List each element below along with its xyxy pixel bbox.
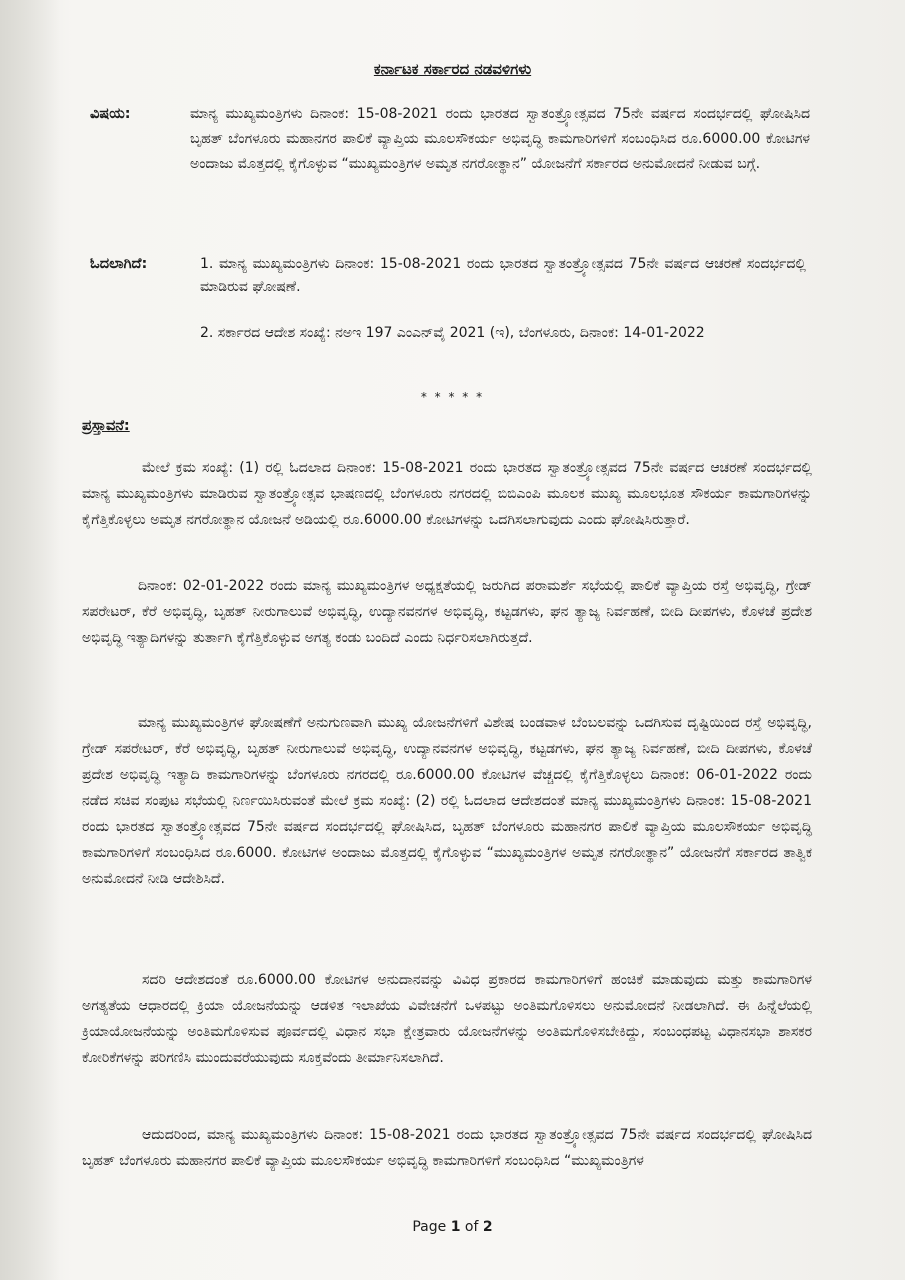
subject-label: ವಿಷಯ:: [90, 106, 131, 122]
paragraph-4: ಸದರಿ ಆದೇಶದಂತೆ ರೂ.6000.00 ಕೋಟಿಗಳ ಅನುದಾನವನ್ನು ವಿವಿಧ ಪ್ರಕಾರದ ಕಾಮಗಾರಿಗಳಿಗೆ ಹಂಚಿಕೆ ಮಾಡುವುದು ಮತ್ತು ಕಾಮಗಾರಿಗಳ ಅಗತ್ಯತೆಯ ಆಧಾರದಲ್ಲಿ ಕ್ರಿಯಾ ಯೋಜನೆಯನ್ನು ಆಡಳಿತ ಇಲಾಖೆಯ ವಿವೇಚನೆಗೆ ಒಳಪಟ್ಟು ಅಂತಿಮಗೊಳಿಸಲು ಅನುಮೋದನೆ ನೀಡಲಾಗಿದೆ. ಈ ಹಿನ್ನೆಲೆಯಲ್ಲಿ ಕ್ರಿಯಾಯೋಜನೆಯನ್ನು ಅಂತಿಮಗೊಳಿಸುವ ಪೂರ್ವದಲ್ಲಿ ವಿಧಾನ ಸಭಾ ಕ್ಷೇತ್ರವಾರು ಯೋಜನೆಗಳನ್ನು ಅಂತಿಮಗೊಳಿಸಬೇಕಿದ್ದು, ಸಂಬಂಧಪಟ್ಟ ವಿಧಾನಸಭಾ ಶಾಸಕರ ಕೋರಿಕೆಗಳನ್ನು ಪರಿಗಣಿಸಿ ಮುಂದುವರೆಯುವುದು ಸೂಕ್ತವೆಂದು ತೀರ್ಮಾನಿಸಲಾಗಿದೆ.: [82, 972, 812, 1066]
paragraph-2: ದಿನಾಂಕ: 02-01-2022 ರಂದು ಮಾನ್ಯ ಮುಖ್ಯಮಂತ್ರಿಗಳ ಅಧ್ಯಕ್ಷತೆಯಲ್ಲಿ ಜರುಗಿದ ಪರಾಮರ್ಶೆ ಸಭೆಯಲ್ಲಿ ಪಾಲಿಕೆ ವ್ಯಾಪ್ತಿಯ ರಸ್ತೆ ಅಭಿವೃದ್ಧಿ, ಗ್ರೇಡ್ ಸಪರೇಟರ್, ಕೆರೆ ಅಭಿವೃದ್ಧಿ, ಬೃಹತ್ ನೀರುಗಾಲುವೆ ಅಭಿವೃದ್ಧಿ, ಉದ್ಯಾನವನಗಳ ಅಭಿವೃದ್ಧಿ, ಕಟ್ಟಡಗಳು, ಘನ ತ್ಯಾಜ್ಯ ನಿರ್ವಹಣೆ, ಬೀದಿ ದೀಪಗಳು, ಕೊಳಚೆ ಪ್ರದೇಶ ಅಭಿವೃದ್ಧಿ ಇತ್ಯಾದಿಗಳನ್ನು ತುರ್ತಾಗಿ ಕೈಗೆತ್ತಿಕೊಳ್ಳುವ ಅಗತ್ಯ ಕಂಡು ಬಂದಿದೆ ಎಂದು ನಿರ್ಧರಿಸಲಾಗಿರುತ್ತದೆ.: [82, 578, 812, 646]
paragraph-3: ಮಾನ್ಯ ಮುಖ್ಯಮಂತ್ರಿಗಳ ಘೋಷಣೆಗೆ ಅನುಗುಣವಾಗಿ ಮುಖ್ಯ ಯೋಜನೆಗಳಿಗೆ ವಿಶೇಷ ಬಂಡವಾಳ ಬೆಂಬಲವನ್ನು ಒದಗಿಸುವ ದೃಷ್ಟಿಯಿಂದ ರಸ್ತೆ ಅಭಿವೃದ್ಧಿ, ಗ್ರೇಡ್ ಸಪರೇಟರ್, ಕೆರೆ ಅಭಿವೃದ್ಧಿ, ಬೃಹತ್ ನೀರುಗಾಲುವೆ ಅಭಿವೃದ್ಧಿ, ಉದ್ಯಾನವನಗಳ ಅಭಿವೃದ್ಧಿ, ಕಟ್ಟಡಗಳು, ಘನ ತ್ಯಾಜ್ಯ ನಿರ್ವಹಣೆ, ಬೀದಿ ದೀಪಗಳು, ಕೊಳಚೆ ಪ್ರದೇಶ ಅಭಿವೃದ್ಧಿ ಇತ್ಯಾದಿ ಕಾಮಗಾರಿಗಳನ್ನು ಬೆಂಗಳೂರು ನಗರದಲ್ಲಿ ರೂ.6000.00 ಕೋಟಿಗಳ ವೆಚ್ಚದಲ್ಲಿ ಕೈಗೆತ್ತಿಕೊಳ್ಳಲು ದಿನಾಂಕ: 06-01-2022 ರಂದು ನಡೆದ ಸಚಿವ ಸಂಪುಟ ಸಭೆಯಲ್ಲಿ ನಿರ್ಣಯಿಸಿರುವಂತೆ ಮೇಲೆ ಕ್ರಮ ಸಂಖ್ಯೆ: (2) ರಲ್ಲಿ ಓದಲಾದ ಆದೇಶದಂತೆ ಮಾನ್ಯ ಮುಖ್ಯಮಂತ್ರಿಗಳು ದಿನಾಂಕ: 15-08-2021 ರಂದು ಭಾರತದ ಸ್ವಾತಂತ್ರ್ಯೋತ್ಸವದ 75ನೇ ವರ್ಷದ ಸಂದರ್ಭದಲ್ಲಿ ಘೋಷಿಸಿದ, ಬೃಹತ್ ಬೆಂಗಳೂರು ಮಹಾನಗರ ಪಾಲಿಕೆ ವ್ಯಾಪ್ತಿಯ ಮೂಲಸೌಕರ್ಯ ಅಭಿವೃದ್ಧಿ ಕಾಮಗಾರಿಗಳಿಗೆ ಸಂಬಂಧಿಸಿದ ರೂ.6000. ಕೋಟಿಗಳ ಅಂದಾಜು ಮೊತ್ತದಲ್ಲಿ ಕೈಗೊಳ್ಳುವ “ಮುಖ್ಯಮಂತ್ರಿಗಳ ಅಮೃತ ನಗರೋತ್ಥಾನ” ಯೋಜನೆಗೆ ಸರ್ಕಾರದ ತಾತ್ವಿಕ ಅನುಮೋದನೆ ನೀಡಿ ಆದೇಶಿಸಿದೆ.: [82, 715, 812, 887]
document-heading: ಕರ್ನಾಟಕ ಸರ್ಕಾರದ ನಡವಳಿಗಳು: [373, 60, 532, 78]
page-shadow: [0, 0, 60, 1280]
paragraph-5: ಆದುದರಿಂದ, ಮಾನ್ಯ ಮುಖ್ಯಮಂತ್ರಿಗಳು ದಿನಾಂಕ: 15-08-2021 ರಂದು ಭಾರತದ ಸ್ವಾತಂತ್ರ್ಯೋತ್ಸವದ 75ನೇ ವರ್ಷದ ಸಂದರ್ಭದಲ್ಲಿ ಘೋಷಿಸಿದ ಬೃಹತ್ ಬೆಂಗಳೂರು ಮಹಾನಗರ ಪಾಲಿಕೆ ವ್ಯಾಪ್ತಿಯ ಮೂಲಸೌಕರ್ಯ ಅಭಿವೃದ್ಧಿ ಕಾಮಗಾರಿಗಳಿಗೆ ಸಂಬಂಧಿಸಿದ “ಮುಖ್ಯಮಂತ್ರಿಗಳ: [82, 1127, 812, 1169]
page-of: of: [464, 1219, 479, 1235]
page-prefix: Page: [412, 1219, 447, 1235]
preamble-label: ಪ್ರಸ್ತಾವನೆ:: [82, 418, 130, 434]
page-total: 2: [482, 1219, 493, 1235]
subject-text: ಮಾನ್ಯ ಮುಖ್ಯಮಂತ್ರಿಗಳು ದಿನಾಂಕ: 15-08-2021 ರಂದು ಭಾರತದ ಸ್ವಾತಂತ್ರ್ಯೋತ್ಸವದ 75ನೇ ವರ್ಷದ ಸಂದರ್ಭದಲ್ಲಿ ಘೋಷಿಸಿದ ಬೃಹತ್ ಬೆಂಗಳೂರು ಮಹಾನಗರ ಪಾಲಿಕೆ ವ್ಯಾಪ್ತಿಯ ಮೂಲಸೌಕರ್ಯ ಅಭಿವೃದ್ಧಿ ಕಾಮಗಾರಿಗಳಿಗೆ ಸಂಬಂಧಿಸಿದ ರೂ.6000.00 ಕೋಟಿಗಳ ಅಂದಾಜು ಮೊತ್ತದಲ್ಲಿ ಕೈಗೊಳ್ಳುವ “ಮುಖ್ಯಮಂತ್ರಿಗಳ ಅಮೃತ ನಗರೋತ್ಥಾನ” ಯೋಜನೆಗೆ ಸರ್ಕಾರದ ಅನುಮೋದನೆ ನೀಡುವ ಬಗ್ಗೆ.: [190, 106, 810, 172]
section-separator: * * * * *: [420, 390, 485, 404]
page-current: 1: [450, 1219, 461, 1235]
reference-item-1: 1. ಮಾನ್ಯ ಮುಖ್ಯಮಂತ್ರಿಗಳು ದಿನಾಂಕ: 15-08-2021 ರಂದು ಭಾರತದ ಸ್ವಾತಂತ್ರ್ಯೋತ್ಸವದ 75ನೇ ವರ್ಷದ ಆಚರಣೆ ಸಂದರ್ಭದಲ್ಲಿ ಮಾಡಿರುವ ಘೋಷಣೆ.: [200, 256, 806, 295]
page-number: [0, 1219, 905, 1235]
references-label: ಓದಲಾಗಿದೆ:: [90, 256, 148, 272]
paragraph-1: ಮೇಲೆ ಕ್ರಮ ಸಂಖ್ಯೆ: (1) ರಲ್ಲಿ ಓದಲಾದ ದಿನಾಂಕ: 15-08-2021 ರಂದು ಭಾರತದ ಸ್ವಾತಂತ್ರ್ಯೋತ್ಸವದ 75ನೇ ವರ್ಷದ ಆಚರಣೆ ಸಂದರ್ಭದಲ್ಲಿ ಮಾನ್ಯ ಮುಖ್ಯಮಂತ್ರಿಗಳು ಮಾಡಿರುವ ಸ್ವಾತಂತ್ರ್ಯೋತ್ಸವ ಭಾಷಣದಲ್ಲಿ ಬೆಂಗಳೂರು ನಗರದಲ್ಲಿ ಬಿಬಿಎಂಪಿ ಮೂಲಕ ಮುಖ್ಯ ಮೂಲಭೂತ ಸೌಕರ್ಯ ಕಾಮಗಾರಿಗಳನ್ನು ಕೈಗೆತ್ತಿಕೊಳ್ಳಲು ಅಮೃತ ನಗರೋತ್ಥಾನ ಯೋಜನೆ ಅಡಿಯಲ್ಲಿ ರೂ.6000.00 ಕೋಟಿಗಳನ್ನು ಒದಗಿಸಲಾಗುವುದು ಎಂದು ಘೋಷಿಸಿರುತ್ತಾರೆ.: [82, 460, 812, 528]
reference-item-2: 2. ಸರ್ಕಾರದ ಆದೇಶ ಸಂಖ್ಯೆ: ನಅಇ 197 ಎಂಎನ್‌ವೈ 2021 (ಇ), ಬೆಂಗಳೂರು, ದಿನಾಂಕ: 14-01-2022: [200, 325, 705, 341]
